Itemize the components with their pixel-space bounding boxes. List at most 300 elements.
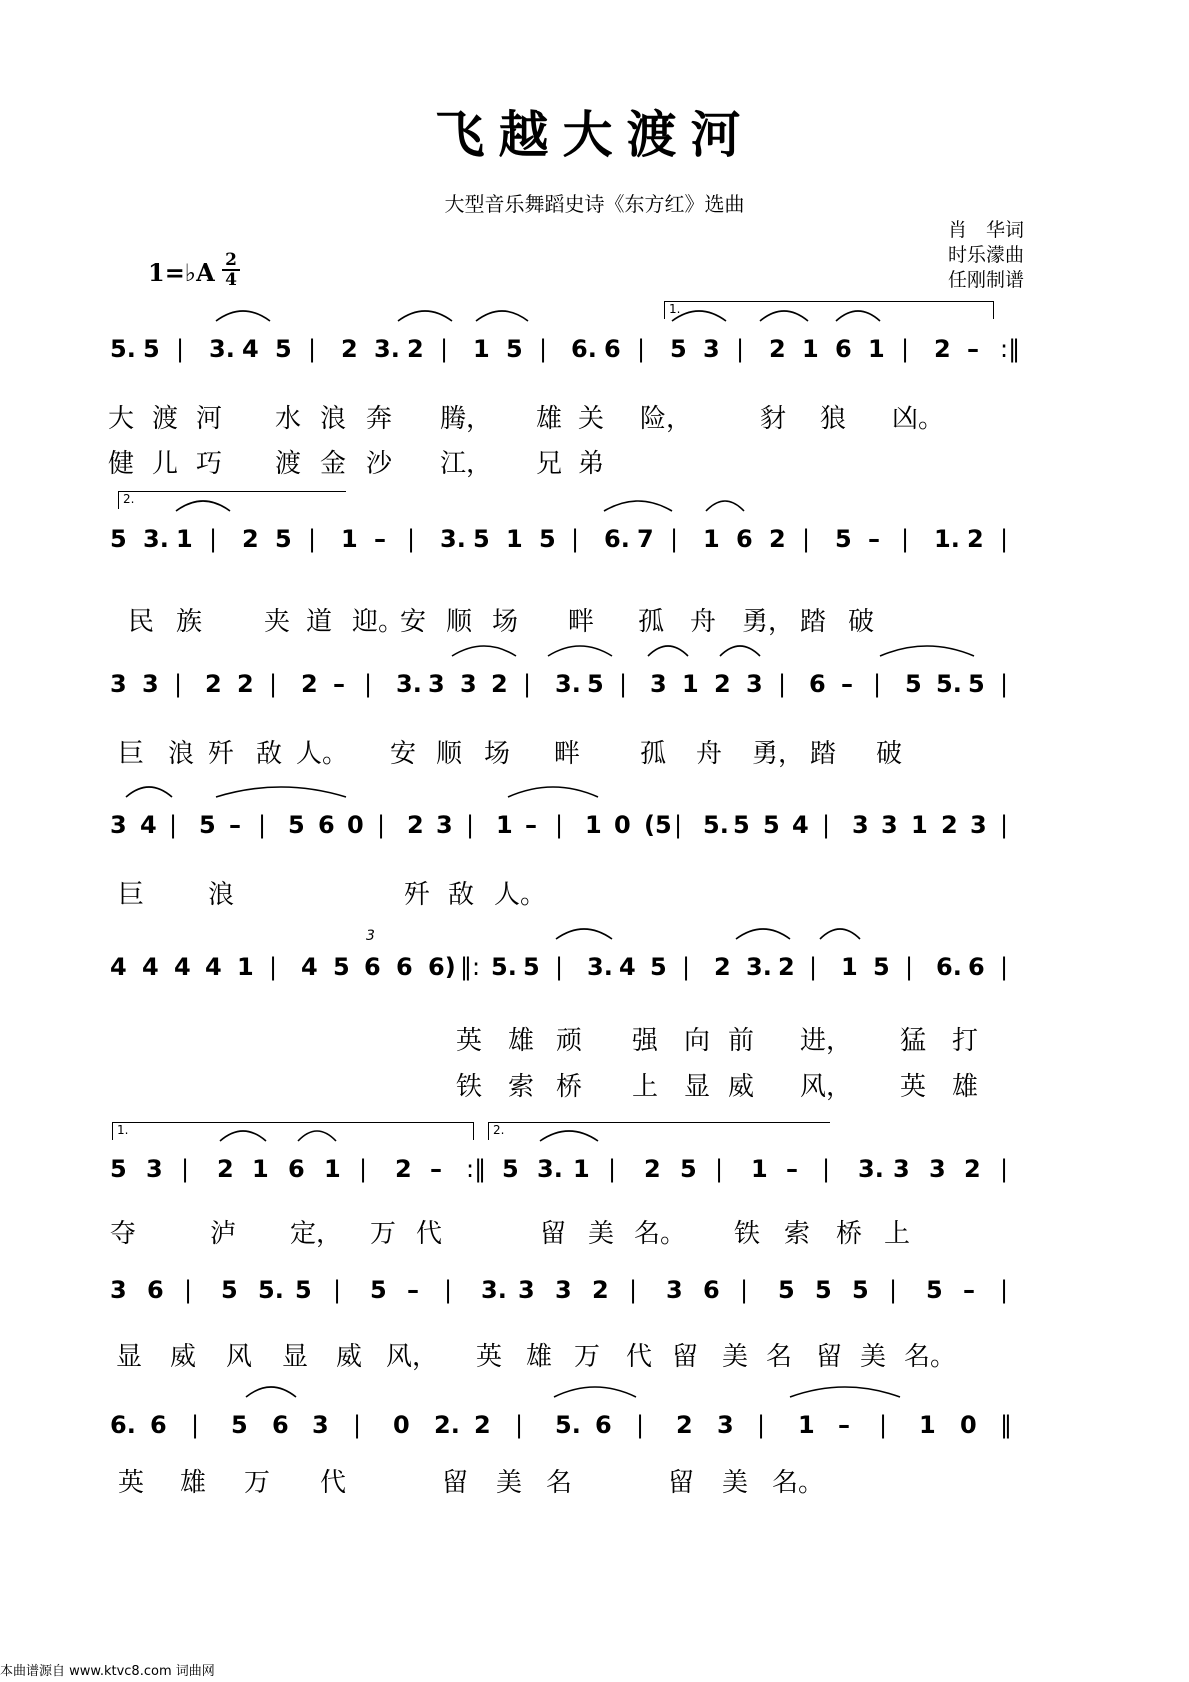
lyric-syllable: 威 bbox=[170, 1342, 197, 1372]
note: 2 bbox=[769, 525, 786, 553]
lyric-syllable: 敌 bbox=[448, 880, 475, 910]
lyric-syllable: 名 bbox=[546, 1468, 573, 1498]
barline: | bbox=[682, 953, 691, 981]
note: 3 bbox=[110, 811, 127, 839]
slur bbox=[790, 1387, 900, 1397]
note: 6 bbox=[364, 953, 381, 981]
barline: | bbox=[670, 525, 679, 553]
note: 2 bbox=[644, 1155, 661, 1183]
lyric-syllable: 桥 bbox=[556, 1072, 583, 1102]
note: 4 bbox=[242, 335, 259, 363]
lyric-syllable: 进， bbox=[800, 1026, 853, 1056]
lyric-syllable: 留 bbox=[540, 1219, 567, 1249]
arranger-credit: 任刚制谱 bbox=[948, 269, 1025, 291]
barline: | bbox=[555, 811, 564, 839]
lyric-syllable: 关 bbox=[578, 404, 605, 434]
lyric-syllable: 雄 bbox=[526, 1342, 553, 1372]
lyric-syllable: 留 bbox=[672, 1342, 699, 1372]
note: 5 bbox=[110, 1155, 127, 1183]
note: 5 bbox=[288, 811, 305, 839]
lyric-syllable: 歼 bbox=[404, 880, 431, 910]
note: 6 bbox=[272, 1411, 289, 1439]
barline: | bbox=[353, 1411, 362, 1439]
barline: | bbox=[757, 1411, 766, 1439]
note: 4 bbox=[792, 811, 809, 839]
note: 1 bbox=[496, 811, 513, 839]
note: 3 bbox=[146, 1155, 163, 1183]
barline: | bbox=[174, 670, 183, 698]
note: 1 bbox=[682, 670, 699, 698]
note: 5 bbox=[333, 953, 350, 981]
lyric-syllable: 显 bbox=[116, 1342, 143, 1372]
lyric-syllable: 英 bbox=[118, 1468, 145, 1498]
slur bbox=[508, 787, 598, 797]
slur bbox=[648, 646, 688, 656]
volta-first-ending-2: 1. bbox=[112, 1122, 474, 1140]
lyric-syllable: 万 bbox=[370, 1219, 397, 1249]
note: 1 bbox=[573, 1155, 590, 1183]
lyric-syllable: 浪 bbox=[320, 404, 347, 434]
note: 2. bbox=[434, 1411, 460, 1439]
lyric-syllable: 代 bbox=[626, 1342, 653, 1372]
lyric-syllable: 强 bbox=[632, 1026, 659, 1056]
note: – bbox=[525, 811, 537, 839]
note: 5 bbox=[370, 1276, 387, 1304]
lyric-syllable: 迎。 bbox=[352, 607, 405, 637]
lyric-syllable: 显 bbox=[282, 1342, 309, 1372]
note: 4 bbox=[619, 953, 636, 981]
note: 1 bbox=[798, 1411, 815, 1439]
lyricist-credit: 肖 华词 bbox=[948, 219, 1025, 241]
lyric-syllable: 歼 bbox=[208, 739, 235, 769]
note: – bbox=[333, 670, 345, 698]
lyric-syllable: 畔 bbox=[568, 607, 595, 637]
lyric-syllable: 顺 bbox=[436, 739, 463, 769]
barline: | bbox=[407, 525, 416, 553]
note: 4 bbox=[205, 953, 222, 981]
slur bbox=[298, 1131, 336, 1141]
lyric-syllable: 猛 bbox=[900, 1026, 927, 1056]
barline: | bbox=[905, 953, 914, 981]
lyric-syllable: 人。 bbox=[296, 739, 349, 769]
lyric-syllable: 狼 bbox=[820, 404, 847, 434]
note: – bbox=[868, 525, 880, 553]
lyric-syllable: 名。 bbox=[772, 1468, 825, 1498]
note: 5 bbox=[815, 1276, 832, 1304]
note: 5 bbox=[231, 1411, 248, 1439]
note: 6 bbox=[703, 1276, 720, 1304]
note: 3. bbox=[374, 335, 400, 363]
composer-credit: 时乐濛曲 bbox=[948, 244, 1025, 266]
lyric-syllable: 美 bbox=[588, 1219, 615, 1249]
note: 5 bbox=[275, 335, 292, 363]
note: 3. bbox=[209, 335, 235, 363]
slur bbox=[452, 646, 516, 656]
slur bbox=[476, 311, 528, 321]
lyric-syllable: 巧 bbox=[196, 449, 223, 479]
lyric-syllable: 民 bbox=[128, 607, 155, 637]
lyric-syllable: 浪 bbox=[168, 739, 195, 769]
note: 3. bbox=[587, 953, 613, 981]
lyric-syllable: 向 bbox=[684, 1026, 711, 1056]
lyric-syllable: 风， bbox=[800, 1072, 853, 1102]
note: 5. bbox=[258, 1276, 284, 1304]
note: 5. bbox=[936, 670, 962, 698]
lyric-syllable: 夹 bbox=[264, 607, 291, 637]
note: 3. bbox=[858, 1155, 884, 1183]
slur bbox=[760, 311, 808, 321]
lyric-syllable: 孤 bbox=[638, 607, 665, 637]
slur bbox=[706, 501, 744, 511]
barline: | bbox=[879, 1411, 888, 1439]
note: 6 bbox=[288, 1155, 305, 1183]
barline: | bbox=[1000, 1276, 1009, 1304]
lyric-syllable: 雄 bbox=[508, 1026, 535, 1056]
lyric-syllable: 留 bbox=[442, 1468, 469, 1498]
lyric-syllable: 上 bbox=[884, 1219, 911, 1249]
lyric-syllable: 美 bbox=[496, 1468, 523, 1498]
note: 7 bbox=[637, 525, 654, 553]
lyric-syllable: 雄 bbox=[952, 1072, 979, 1102]
lyric-syllable: 名 bbox=[766, 1342, 793, 1372]
lyric-syllable: 定， bbox=[290, 1219, 343, 1249]
lyric-syllable: 水 bbox=[275, 404, 302, 434]
note: 5 bbox=[670, 335, 687, 363]
note: – bbox=[229, 811, 241, 839]
lyric-syllable: 泸 bbox=[210, 1219, 237, 1249]
lyric-syllable: 留 bbox=[816, 1342, 843, 1372]
slur bbox=[604, 501, 672, 511]
note: 3 bbox=[428, 670, 445, 698]
barline: | bbox=[674, 811, 683, 839]
note: – bbox=[967, 335, 979, 363]
note: 1 bbox=[585, 811, 602, 839]
note: 5 bbox=[502, 1155, 519, 1183]
lyric-syllable: 勇， bbox=[742, 607, 795, 637]
note: 5 bbox=[110, 525, 127, 553]
barline: | bbox=[269, 670, 278, 698]
lyric-syllable: 美 bbox=[722, 1468, 749, 1498]
barline: | bbox=[269, 953, 278, 981]
lyric-syllable: 夺 bbox=[110, 1219, 137, 1249]
barline: | bbox=[176, 335, 185, 363]
note: 5. bbox=[110, 335, 136, 363]
note: 0 bbox=[614, 811, 631, 839]
slur bbox=[540, 1131, 598, 1141]
song-subtitle: 大型音乐舞蹈史诗《东方红》选曲 bbox=[444, 192, 745, 216]
note: 2 bbox=[217, 1155, 234, 1183]
barline: | bbox=[184, 1276, 193, 1304]
key-signature: 1=♭A bbox=[148, 258, 215, 287]
note: 3. bbox=[396, 670, 422, 698]
barline: | bbox=[571, 525, 580, 553]
note: 2 bbox=[714, 670, 731, 698]
note: 5. bbox=[555, 1411, 581, 1439]
note: 6 bbox=[595, 1411, 612, 1439]
note: 5 bbox=[835, 525, 852, 553]
lyric-syllable: 儿 bbox=[152, 449, 179, 479]
slur bbox=[548, 646, 612, 656]
note: 1. bbox=[934, 525, 960, 553]
slur bbox=[880, 646, 974, 656]
lyric-syllable: 畔 bbox=[554, 739, 581, 769]
note: 1 bbox=[841, 953, 858, 981]
note: 1 bbox=[868, 335, 885, 363]
volta-first-ending: 1. bbox=[664, 301, 994, 319]
note: 3 bbox=[666, 1276, 683, 1304]
lyric-syllable: 英 bbox=[456, 1026, 483, 1056]
lyric-syllable: 威 bbox=[728, 1072, 755, 1102]
note: 5 bbox=[852, 1276, 869, 1304]
note: 6. bbox=[936, 953, 962, 981]
slur bbox=[220, 1131, 266, 1141]
note: 2 bbox=[407, 811, 424, 839]
barline: | bbox=[822, 1155, 831, 1183]
lyric-syllable: 名。 bbox=[634, 1219, 687, 1249]
barline: | bbox=[1000, 811, 1009, 839]
lyric-syllable: 前 bbox=[728, 1026, 755, 1056]
note: 1 bbox=[341, 525, 358, 553]
note: – bbox=[963, 1276, 975, 1304]
lyric-syllable: 奔 bbox=[366, 404, 393, 434]
note: 3. bbox=[143, 525, 169, 553]
note: 3 bbox=[436, 811, 453, 839]
slur bbox=[672, 311, 726, 321]
lyric-syllable: 大 bbox=[108, 404, 135, 434]
barline: | bbox=[608, 1155, 617, 1183]
note: 6 bbox=[835, 335, 852, 363]
note: 0 bbox=[960, 1411, 977, 1439]
note: 3. bbox=[537, 1155, 563, 1183]
note: 5. bbox=[703, 811, 729, 839]
note: 3 bbox=[460, 670, 477, 698]
barline: | bbox=[1000, 1155, 1009, 1183]
lyric-syllable: 铁 bbox=[456, 1072, 483, 1102]
slur bbox=[216, 311, 270, 321]
time-signature-bottom: 4 bbox=[225, 270, 237, 290]
lyric-syllable: 铁 bbox=[734, 1219, 761, 1249]
note: – bbox=[841, 670, 853, 698]
note: 3 bbox=[852, 811, 869, 839]
lyric-syllable: 打 bbox=[952, 1026, 979, 1056]
barline: | bbox=[181, 1155, 190, 1183]
barline: | bbox=[901, 335, 910, 363]
note: 2 bbox=[407, 335, 424, 363]
lyric-syllable: 舟 bbox=[690, 607, 717, 637]
lyric-syllable: 场 bbox=[484, 739, 511, 769]
note: 3 bbox=[518, 1276, 535, 1304]
note: 1 bbox=[324, 1155, 341, 1183]
lyric-syllable: 显 bbox=[684, 1072, 711, 1102]
lyric-syllable: 沙 bbox=[366, 449, 393, 479]
barline: | bbox=[629, 1276, 638, 1304]
lyric-syllable: 万 bbox=[244, 1468, 271, 1498]
lyric-syllable: 名。 bbox=[904, 1342, 957, 1372]
barline: | bbox=[209, 525, 218, 553]
note: 2 bbox=[964, 1155, 981, 1183]
note: 6. bbox=[110, 1411, 136, 1439]
lyric-syllable: 踏 bbox=[800, 607, 827, 637]
barline: :‖ bbox=[1000, 335, 1021, 363]
note: 3 bbox=[312, 1411, 329, 1439]
barline: ‖: bbox=[460, 953, 481, 981]
lyric-syllable: 顽 bbox=[556, 1026, 583, 1056]
note: 3 bbox=[717, 1411, 734, 1439]
lyric-syllable: 风 bbox=[226, 1342, 253, 1372]
lyric-syllable: 豺 bbox=[760, 404, 787, 434]
barline: | bbox=[377, 811, 386, 839]
note: 3 bbox=[555, 1276, 572, 1304]
note: 2 bbox=[205, 670, 222, 698]
time-signature-top: 2 bbox=[225, 250, 237, 270]
lyric-syllable: 健 bbox=[108, 449, 135, 479]
lyric-syllable: 腾， bbox=[440, 404, 493, 434]
slur bbox=[836, 311, 880, 321]
lyric-syllable: 破 bbox=[848, 607, 875, 637]
slur bbox=[176, 501, 230, 511]
note: 0 bbox=[347, 811, 364, 839]
lyric-syllable: 勇， bbox=[752, 739, 805, 769]
note: 2 bbox=[778, 953, 795, 981]
note: 6 bbox=[736, 525, 753, 553]
barline: | bbox=[822, 811, 831, 839]
lyric-syllable: 安 bbox=[400, 607, 427, 637]
barline: | bbox=[873, 670, 882, 698]
note: 2 bbox=[341, 335, 358, 363]
slur bbox=[720, 646, 760, 656]
note: 3 bbox=[929, 1155, 946, 1183]
barline: | bbox=[364, 670, 373, 698]
barline: | bbox=[169, 811, 178, 839]
lyric-syllable: 道 bbox=[306, 607, 333, 637]
note: 5 bbox=[926, 1276, 943, 1304]
lyric-syllable: 踏 bbox=[810, 739, 837, 769]
barline: | bbox=[809, 953, 818, 981]
note: 2 bbox=[237, 670, 254, 698]
lyric-syllable: 顺 bbox=[446, 607, 473, 637]
note: 4 bbox=[140, 811, 157, 839]
barline: | bbox=[191, 1411, 200, 1439]
note: 2 bbox=[676, 1411, 693, 1439]
lyric-syllable: 巨 bbox=[118, 880, 145, 910]
barline: | bbox=[333, 1276, 342, 1304]
lyric-syllable: 河 bbox=[196, 404, 223, 434]
lyric-syllable: 雄 bbox=[180, 1468, 207, 1498]
lyric-syllable: 弟 bbox=[578, 449, 605, 479]
note: 6. bbox=[604, 525, 630, 553]
note: 4 bbox=[142, 953, 159, 981]
lyric-syllable: 场 bbox=[492, 607, 519, 637]
volta-second-ending-2: 2. bbox=[488, 1122, 830, 1140]
note: 6 bbox=[147, 1276, 164, 1304]
barline: | bbox=[555, 953, 564, 981]
lyric-syllable: 凶。 bbox=[892, 404, 945, 434]
barline: | bbox=[539, 335, 548, 363]
note: 5 bbox=[473, 525, 490, 553]
note: 2 bbox=[491, 670, 508, 698]
lyric-syllable: 族 bbox=[176, 607, 203, 637]
barline: | bbox=[1000, 670, 1009, 698]
note: 3 bbox=[970, 811, 987, 839]
note: 6) bbox=[428, 953, 456, 981]
barline: | bbox=[523, 670, 532, 698]
note: – bbox=[838, 1411, 850, 1439]
note: – bbox=[430, 1155, 442, 1183]
barline: :‖ bbox=[466, 1155, 487, 1183]
lyric-syllable: 安 bbox=[390, 739, 417, 769]
barline: | bbox=[1000, 525, 1009, 553]
barline: | bbox=[308, 335, 317, 363]
note: 1 bbox=[751, 1155, 768, 1183]
barline: | bbox=[889, 1276, 898, 1304]
footer-source: 本曲谱源自 www.ktvc8.com 词曲网 bbox=[0, 1664, 215, 1679]
slur bbox=[820, 929, 860, 939]
note: – bbox=[374, 525, 386, 553]
lyric-syllable: 渡 bbox=[275, 449, 302, 479]
slur bbox=[126, 787, 172, 797]
note: 3 bbox=[893, 1155, 910, 1183]
barline: | bbox=[444, 1276, 453, 1304]
lyric-syllable: 巨 bbox=[118, 739, 145, 769]
note: 2 bbox=[934, 335, 951, 363]
note: 5 bbox=[506, 335, 523, 363]
lyric-syllable: 舟 bbox=[696, 739, 723, 769]
note: 4 bbox=[110, 953, 127, 981]
note: 3. bbox=[555, 670, 581, 698]
note: 3 bbox=[110, 670, 127, 698]
note: 5 bbox=[778, 1276, 795, 1304]
barline: ‖ bbox=[1000, 1411, 1012, 1439]
lyric-syllable: 代 bbox=[416, 1219, 443, 1249]
note: 3 bbox=[746, 670, 763, 698]
barline: | bbox=[736, 335, 745, 363]
note: 3 bbox=[703, 335, 720, 363]
note: 5 bbox=[523, 953, 540, 981]
lyric-syllable: 破 bbox=[876, 739, 903, 769]
lyric-syllable: 万 bbox=[574, 1342, 601, 1372]
song-title: 飞越大渡河 bbox=[434, 105, 755, 164]
lyric-syllable: 雄 bbox=[536, 404, 563, 434]
note: 1 bbox=[911, 811, 928, 839]
note: 6 bbox=[809, 670, 826, 698]
lyric-syllable: 人。 bbox=[494, 880, 547, 910]
barline: | bbox=[440, 335, 449, 363]
note: 5 bbox=[539, 525, 556, 553]
note: 2 bbox=[967, 525, 984, 553]
note: 5 bbox=[295, 1276, 312, 1304]
note: 3. bbox=[746, 953, 772, 981]
lyric-syllable: 留 bbox=[668, 1468, 695, 1498]
barline: | bbox=[258, 811, 267, 839]
slur bbox=[398, 311, 452, 321]
note: 0 bbox=[393, 1411, 410, 1439]
lyric-syllable: 江， bbox=[440, 449, 493, 479]
barline: | bbox=[1000, 953, 1009, 981]
note: 3 bbox=[881, 811, 898, 839]
lyric-syllable: 渡 bbox=[152, 404, 179, 434]
slur bbox=[554, 1387, 636, 1397]
note: 1 bbox=[703, 525, 720, 553]
slur bbox=[736, 929, 790, 939]
note: 2 bbox=[395, 1155, 412, 1183]
lyric-syllable: 英 bbox=[900, 1072, 927, 1102]
lyric-syllable: 风， bbox=[386, 1342, 439, 1372]
lyric-syllable: 美 bbox=[860, 1342, 887, 1372]
barline: | bbox=[466, 811, 475, 839]
note: 6 bbox=[968, 953, 985, 981]
lyric-syllable: 英 bbox=[476, 1342, 503, 1372]
slur bbox=[216, 787, 346, 797]
